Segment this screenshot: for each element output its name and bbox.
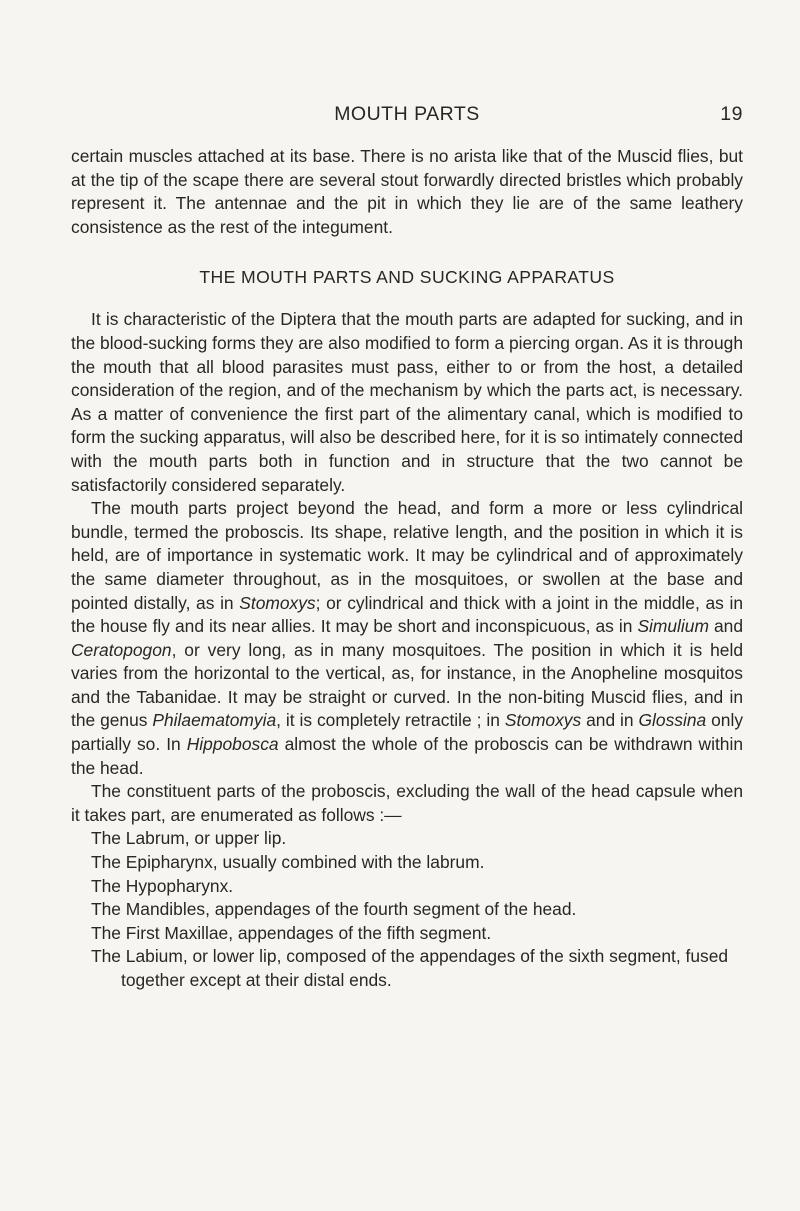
text-run: ; or cylindrical and thick with a joint in the middle, as in the house fly and its near allies. It may be short and inconspicuous, as in <box>71 592 744 637</box>
paragraph-continued: certain muscles attached at its base. There is no arista like that of the Muscid flies, but at the tip of the scape there are several stout forwardly directed bristles which probably represent it. The antennae and the pit in which they lie are of the same leathery consistence as the rest of the integument. <box>71 146 743 237</box>
list-item: The Hypopharynx. <box>91 875 234 896</box>
text-run: almost the whole of the proboscis can be withdrawn within the head. <box>71 734 743 778</box>
genus-name: Stomoxys <box>504 710 582 731</box>
text-run: , or very long, as in many mosquitoes. The position in which it is held varies from the horizontal to the vertical, as, for instance, in the Anopheline mosquitos and the Tabanidae. It may be straight or curved. In the non-biting Muscid flies, and in the genus <box>71 639 743 731</box>
list-item: The Labrum, or upper lip. <box>91 828 287 849</box>
list-item: The Mandibles, appendages of the fourth segment of the head. <box>91 899 577 920</box>
genus-name: Hippobosca <box>186 734 279 755</box>
list-item: The Epipharynx, usually combined with the labrum. <box>91 852 485 873</box>
paragraph-intro: It is characteristic of the Diptera that the mouth parts are adapted for sucking, and in the blood-sucking forms they are also modified to form a piercing organ. As it is through the mouth that all blood parasites must pass, either to or from the host, a detailed consideration of the region, and of the mechanism by which the parts act, is necessary. As a matter of convenience the first part of the alimentary canal, which is modified to form the sucking apparatus, will also be described here, for it is so intimately connected with the mouth parts both in function and in structure that the two cannot be satisfactorily considered separately. <box>71 309 743 495</box>
text-run: only partially so. In <box>71 710 744 755</box>
list-item: The Labium, or lower lip, composed of the appendages of the sixth segment, fused together except at their distal ends. <box>91 946 729 990</box>
parts-list <box>71 827 743 992</box>
page-number: 19 <box>720 103 743 125</box>
running-title: MOUTH PARTS <box>334 103 480 125</box>
book-page <box>71 103 743 993</box>
text-run: and in <box>581 710 639 731</box>
section-heading: THE MOUTH PARTS AND SUCKING APPARATUS <box>199 267 615 288</box>
genus-name: Stomoxys <box>239 592 316 613</box>
text-run: The mouth parts project beyond the head, and form a more or less cylindrical bundle, termed the proboscis. Its shape, relative length, and the position in which it is held, are of importance in systematic work. It may be cylindrical and of approximately the same diameter throughout, as in the mosquitoes, or swollen at the base and pointed distally, as in <box>71 498 743 613</box>
text-run: and <box>708 616 743 637</box>
genus-name: Simulium <box>637 616 709 637</box>
text-run: , it is completely retractile ; in <box>276 710 505 731</box>
running-header <box>71 103 743 133</box>
paragraph-constituents: The constituent parts of the proboscis, excluding the wall of the head capsule when it takes part, are enumerated as follows :— <box>71 781 743 825</box>
genus-name: Ceratopogon <box>71 639 172 660</box>
paragraph-proboscis <box>71 497 743 780</box>
list-item: The First Maxillae, appendages of the fifth segment. <box>91 922 492 943</box>
genus-name: Philaematomyia <box>152 710 277 731</box>
genus-name: Glossina <box>638 710 707 731</box>
